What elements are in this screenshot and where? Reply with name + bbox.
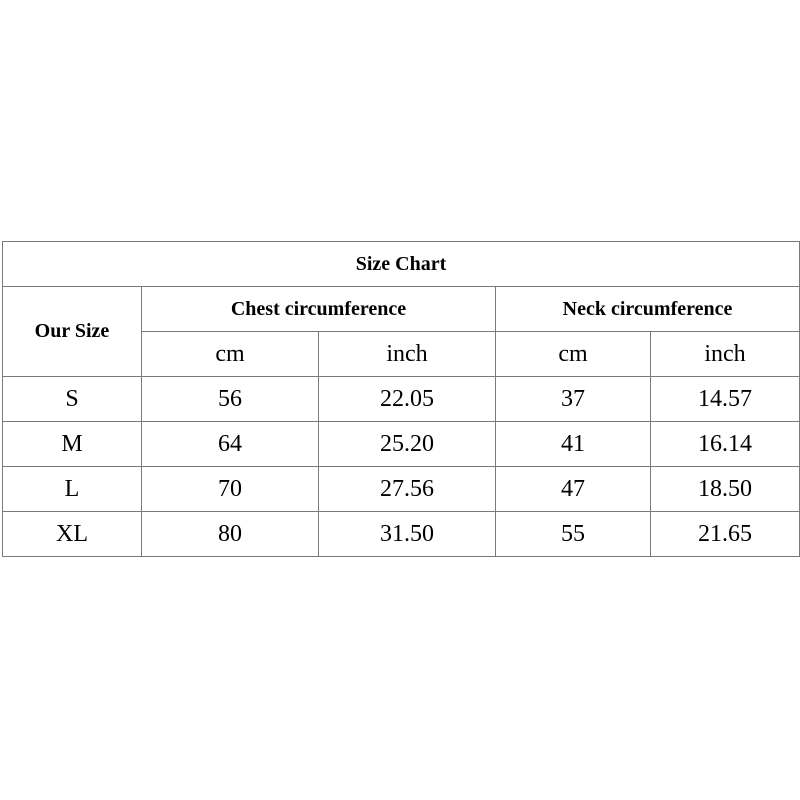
size-cell: S: [3, 377, 142, 422]
size-cell: M: [3, 422, 142, 467]
chest-inch-cell: 27.56: [319, 467, 496, 512]
size-chart-table: [2, 241, 800, 557]
neck-inch-cell: 16.14: [651, 422, 800, 467]
chest-cm-cell: 64: [142, 422, 319, 467]
table-row: [3, 512, 800, 557]
neck-cm-cell: 55: [496, 512, 651, 557]
chest-cm-cell: 70: [142, 467, 319, 512]
neck-cm-cell: 41: [496, 422, 651, 467]
table-row: [3, 467, 800, 512]
group-header-row: [3, 287, 800, 332]
chest-inch-cell: 31.50: [319, 512, 496, 557]
table-row: [3, 377, 800, 422]
chest-cm-cell: 80: [142, 512, 319, 557]
neck-header: Neck circumference: [496, 287, 800, 332]
size-column-header: Our Size: [3, 287, 142, 377]
neck-cm-header: cm: [496, 332, 651, 377]
size-cell: XL: [3, 512, 142, 557]
table-row: [3, 422, 800, 467]
neck-inch-cell: 21.65: [651, 512, 800, 557]
chest-inch-cell: 22.05: [319, 377, 496, 422]
size-cell: L: [3, 467, 142, 512]
neck-cm-cell: 37: [496, 377, 651, 422]
chest-inch-header: inch: [319, 332, 496, 377]
neck-inch-cell: 14.57: [651, 377, 800, 422]
neck-cm-cell: 47: [496, 467, 651, 512]
chest-inch-cell: 25.20: [319, 422, 496, 467]
table-title: Size Chart: [3, 242, 800, 287]
title-row: [3, 242, 800, 287]
neck-inch-cell: 18.50: [651, 467, 800, 512]
chest-header: Chest circumference: [142, 287, 496, 332]
chest-cm-cell: 56: [142, 377, 319, 422]
chest-cm-header: cm: [142, 332, 319, 377]
neck-inch-header: inch: [651, 332, 800, 377]
